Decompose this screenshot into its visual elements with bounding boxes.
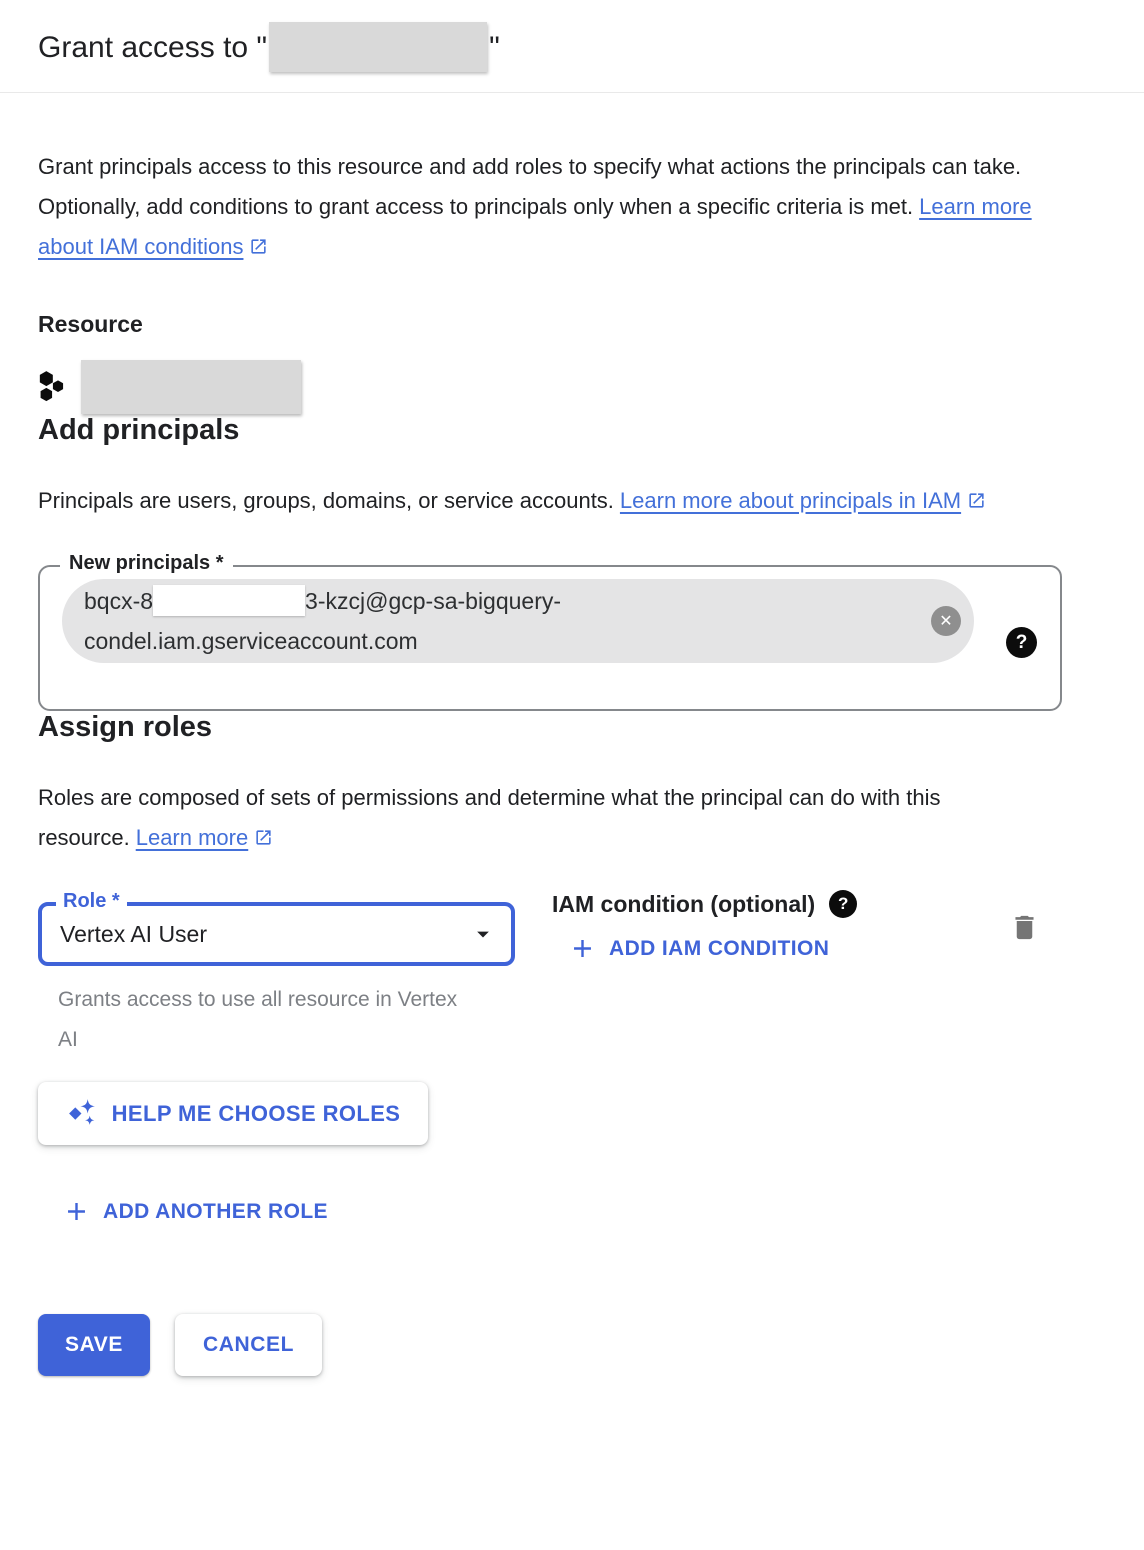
chevron-down-icon xyxy=(469,920,497,948)
delete-role-button[interactable] xyxy=(1009,912,1040,946)
save-button[interactable]: SAVE xyxy=(38,1314,150,1376)
iam-condition-label-row xyxy=(552,890,857,918)
principal-chip[interactable] xyxy=(62,579,974,663)
roles-description xyxy=(38,778,1050,858)
principal-chip-line1 xyxy=(84,581,910,621)
principals-help-icon[interactable]: ? xyxy=(1006,627,1037,658)
iam-condition-label: IAM condition (optional) xyxy=(552,890,816,917)
role-select-label: Role * xyxy=(56,890,127,913)
add-another-role-label: ADD ANOTHER ROLE xyxy=(103,1199,328,1223)
resource-row xyxy=(38,360,1106,414)
principals-link[interactable] xyxy=(620,488,986,513)
open-in-new-icon xyxy=(249,237,268,256)
add-iam-condition-label: ADD IAM CONDITION xyxy=(609,936,830,960)
page-title-suffix: " xyxy=(489,31,500,64)
principal-chip-line2: condel.iam.gserviceaccount.com xyxy=(84,628,418,654)
help-me-choose-roles-label: HELP ME CHOOSE ROLES xyxy=(111,1100,401,1126)
dialog-header xyxy=(0,0,1144,93)
dialog-actions xyxy=(38,1314,1106,1376)
intro-text xyxy=(38,147,1050,267)
resource-heading: Resource xyxy=(38,311,143,337)
open-in-new-icon xyxy=(254,828,273,847)
open-in-new-icon xyxy=(967,491,986,510)
roles-description-body: Roles are composed of sets of permissions and determine what the principal can do with this resource. xyxy=(38,785,941,850)
principals-link-label: Learn more about principals in IAM xyxy=(619,488,962,513)
cancel-button[interactable]: CANCEL xyxy=(175,1314,322,1376)
redaction-box xyxy=(153,585,305,616)
add-iam-condition-button[interactable] xyxy=(568,934,829,963)
principals-description xyxy=(38,481,1050,521)
new-principals-label: New principals * xyxy=(60,552,233,575)
add-principals-heading: Add principals xyxy=(38,414,240,446)
plus-icon xyxy=(568,934,597,963)
iam-condition-column xyxy=(552,890,857,963)
role-row xyxy=(38,890,1106,1060)
page-title xyxy=(38,22,1106,73)
role-column xyxy=(38,890,515,1060)
plus-icon xyxy=(62,1197,91,1226)
principal-chip-line1-prefix: bqcx-8 xyxy=(84,588,154,614)
dialog-body xyxy=(0,147,1144,1376)
new-principals-input[interactable] xyxy=(38,552,1062,711)
principal-chip-line1-suffix: 3-kzcj@gcp-sa-bigquery- xyxy=(305,588,562,614)
role-select-value: Vertex AI User xyxy=(60,921,208,947)
iam-conditions-link-label: Learn more about IAM conditions xyxy=(38,194,1032,259)
add-another-role-button[interactable] xyxy=(62,1197,328,1226)
role-description-text: Grants access to use all resource in Vertex AI xyxy=(58,988,458,1051)
help-me-choose-roles-button[interactable] xyxy=(38,1082,428,1145)
remove-principal-icon[interactable]: ✕ xyxy=(931,606,961,636)
intro-text-body: Grant principals access to this resource and add roles to specify what actions the principals can take. Optionally, add conditions to grant access to principals only when a specific criteria is met. xyxy=(38,154,1022,219)
page-title-prefix: Grant access to " xyxy=(38,31,268,64)
redaction-box xyxy=(81,360,301,414)
redaction-box xyxy=(269,22,487,72)
hexagon-cluster-icon xyxy=(38,369,68,405)
assign-roles-heading: Assign roles xyxy=(38,711,213,743)
iam-condition-help-icon[interactable]: ? xyxy=(829,890,857,918)
principals-description-body: Principals are users, groups, domains, or service accounts. xyxy=(38,488,614,513)
trash-icon xyxy=(1009,912,1040,943)
gemini-sparkle-icon xyxy=(66,1097,99,1130)
roles-learn-more-link[interactable] xyxy=(136,825,274,850)
role-select[interactable] xyxy=(38,890,515,966)
roles-learn-more-label: Learn more xyxy=(135,825,249,850)
